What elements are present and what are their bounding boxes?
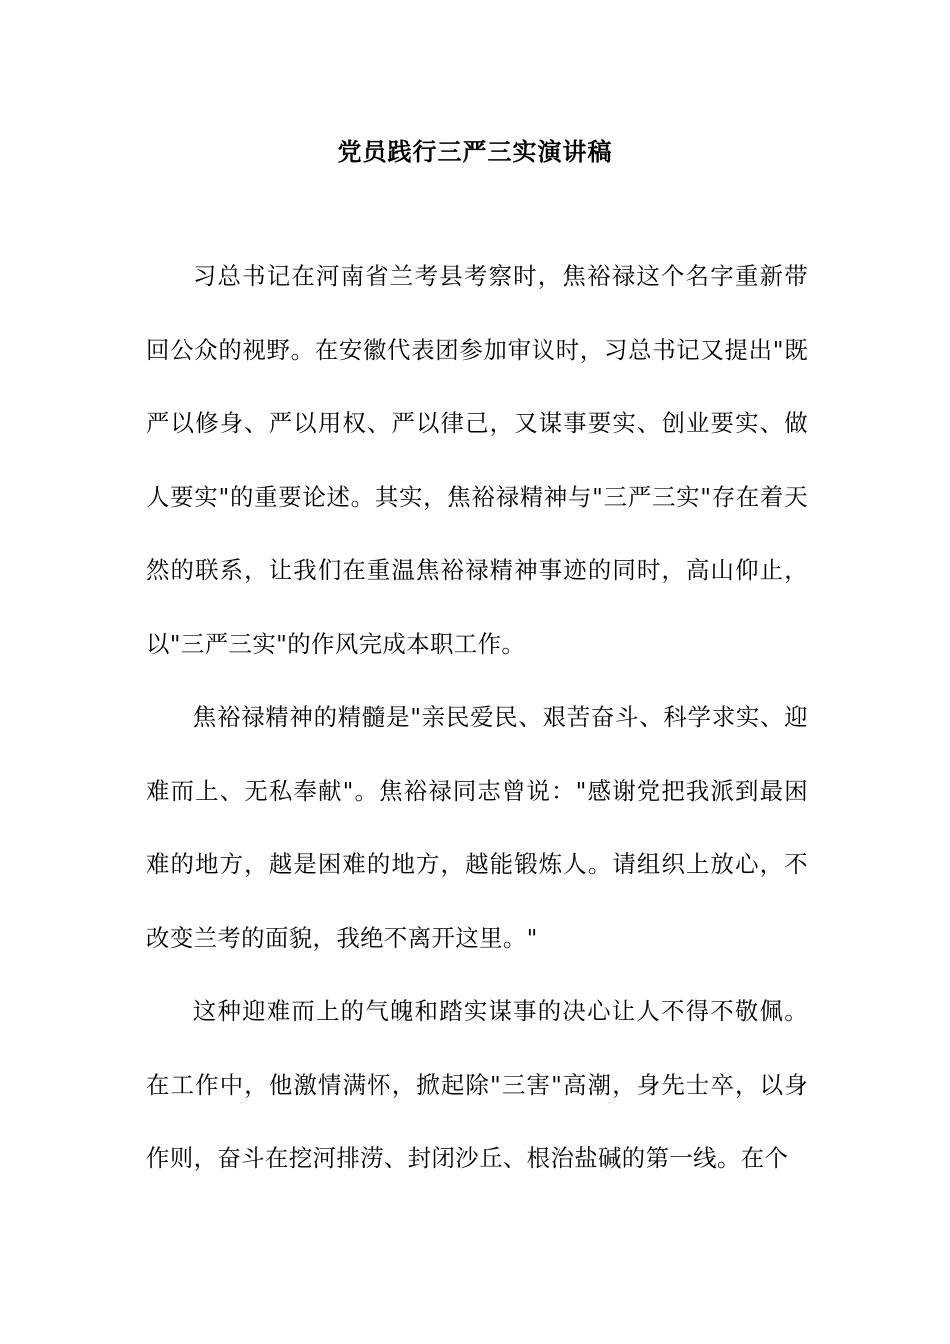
paragraph-3: 这种迎难而上的气魄和踏实谋事的决心让人不得不敬佩。在工作中，他激情满怀，掀起除"三害"高潮，身先士卒，以身作则，奋斗在挖河排涝、封闭沙丘、根治盐碱的第一线。在个 [146,997,808,1172]
paragraph-2: 焦裕禄精神的精髓是"亲民爱民、艰苦奋斗、科学求实、迎难而上、无私奉献"。焦裕禄同志曾说："感谢党把我派到最困难的地方，越是困难的地方，越能锻炼人。请组织上放心，不改变兰考的面貌，我绝不离开这里。" [146,703,808,952]
paragraph-1: 习总书记在河南省兰考县考察时，焦裕禄这个名字重新带回公众的视野。在安徽代表团参加审议时，习总书记又提出"既严以修身、严以用权、严以律己，又谋事要实、创业要实、做人要实"的重要论述。其实，焦裕禄精神与"三严三实"存在着天然的联系，让我们在重温焦裕禄精神事迹的同时，高山仰止，以"三严三实"的作风完成本职工作。 [146,262,808,658]
document-title: 党员践行三严三实演讲稿 [337,137,613,166]
document-body [146,240,808,1196]
